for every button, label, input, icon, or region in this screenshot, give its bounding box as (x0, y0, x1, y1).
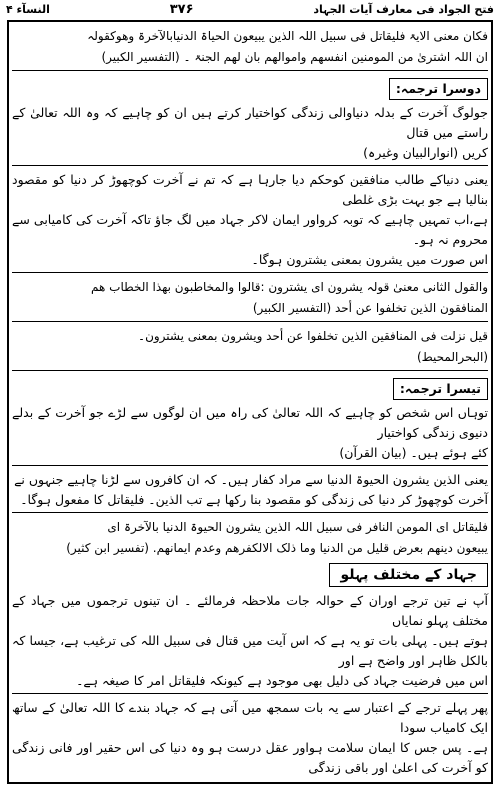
page-number: ۳۷۶ (169, 2, 194, 17)
urdu-text-line: کئے ہوئے ہیں۔ (بیان القرآن) (339, 445, 488, 460)
second-translation-heading: دوسرا ترجمہ: (389, 78, 488, 100)
urdu-text-line: ہوتے ہیں۔ پہلی بات تو یہ ہے کہ اس آیت میں قتال فی سبیل اللہ کی ترغیب ہے، جیسا کہ بالکل ظاہر اور واضح ہے اور (12, 633, 488, 668)
urdu-text-line: ہے۔ پس جس کا ایمان سلامت ہواور عقل درست ہو وہ دنیا کی اس حقیر اور فانی زندگی کو آخرت کی اعلیٰ اور باقی زندگی (12, 740, 488, 775)
divider (12, 512, 488, 513)
arabic-text-line: (البحرالمحیط) (416, 350, 488, 364)
book-title: فتح الجواد فی معارف آیات الجہاد (313, 3, 494, 16)
arabic-text-line: فکان معنی الایۃ فلیقاتل فی سبیل اللہ الذین یبیعون الحیاۃ الدنیابالآخرۃ وھوکقولہ (87, 29, 488, 43)
page-header (0, 0, 500, 19)
divider (12, 693, 488, 694)
section-title: جہاد کے مختلف پہلو (329, 563, 488, 587)
third-translation-heading: تیسرا ترجمہ: (393, 378, 488, 400)
arabic-text-line: ان اللہ اشتریٰ من المومنین انفسھم واموالھم بان لھم الجنۃ ۔ (التفسیر الکبیر) (101, 50, 488, 64)
divider (12, 70, 488, 71)
urdu-text-line: اس میں فرضیت جہاد کی دلیل بھی موجود ہے کیونکہ فلیقاتل امر کا صیغہ ہے۔ (76, 673, 488, 688)
arabic-text-line: قیل نزلت فی المنافقین الذین تخلفوا عن أحد ویشرون بمعنی یشترون۔ (138, 329, 488, 343)
surah-label: النسآء ۴ (6, 3, 50, 16)
urdu-text-line: پھر پہلے ترجے کے اعتبار سے یہ بات سمجھ میں آتی ہے کہ جہاد بندے کا اللہ تعالیٰ کے ساتھ ایک کامیاب سودا (12, 700, 488, 735)
urdu-text-line: یعنی الذین یشرون الحیوۃ الدنیا سے مراد کفار ہیں۔ کہ ان کافروں سے لڑنا چاہیے جنہوں نے (14, 472, 488, 487)
arabic-text-line: المنافقون الذین تخلفوا عن أحد (التفسیر الکبیر) (252, 301, 488, 315)
urdu-text-line: آخرت کوچھوڑ کر دنیا کی زندگی کو مقصود بنا رکھا ہے تب الذین۔ فلیقاتل کا مفعول ہوگا۔ (20, 492, 488, 507)
urdu-text-line: یعنی دنیاکے طالب منافقین کوحکم دیا جارہا ہے کہ تم نے آخرت کوچھوڑ کر دنیا کو مقصود بنالیا ہے جو بہت بڑی غلطی (12, 172, 488, 207)
page-content (12, 26, 488, 778)
arabic-text-line: فلیقاتل ای المومن النافر فی سبیل اللہ الذین یشرون الحیوۃ الدنیا بالآخرۃ ای (107, 520, 488, 534)
urdu-text-line: آپ نے تین ترجے اوران کے حوالہ جات ملاحظہ فرمالئے ۔ ان تینوں ترجموں میں جہاد کے مختلف پہلو نمایاں (12, 593, 488, 628)
urdu-text-line: جولوگ آخرت کے بدلہ دنیاوالی زندگی کواختیار کرتے ہیں ان کو چاہیے کہ وہ اللہ تعالیٰ کے راستے میں قتال (12, 105, 488, 140)
divider (12, 465, 488, 466)
divider (12, 321, 488, 322)
urdu-text-line: کریں (انوارالبیان وغیرہ) (363, 145, 488, 160)
divider (12, 272, 488, 273)
divider (12, 370, 488, 371)
arabic-text-line: یبیعون دینھم بعرض قلیل من الدنیا وما ذلک الالکفرھم وعدم ایمانھم. (تفسیر ابن کثیر) (66, 541, 488, 555)
arabic-text-line: والقول الثانی معنیٰ قولہ یشرون ای یشترون :قالوا والمخاطبون بھذا الخطاب ھم (91, 280, 488, 294)
urdu-text-line: ہے،اب تمہیں چاہیے کہ توبہ کرواور ایمان لاکر جہاد میں لگ جاؤ تاکہ آخرت کی کامیابی سے محروم نہ ہو۔ (12, 212, 488, 247)
divider (12, 165, 488, 166)
urdu-text-line: توہاں اس شخص کو چاہیے کہ اللہ تعالیٰ کی راہ میں ان لوگوں سے لڑے جو آخرت کے بدلے دنیوی زندگی کواختیار (12, 405, 488, 440)
urdu-text-line: اس صورت میں یشرون بمعنی یشترون ہوگا۔ (251, 252, 488, 267)
